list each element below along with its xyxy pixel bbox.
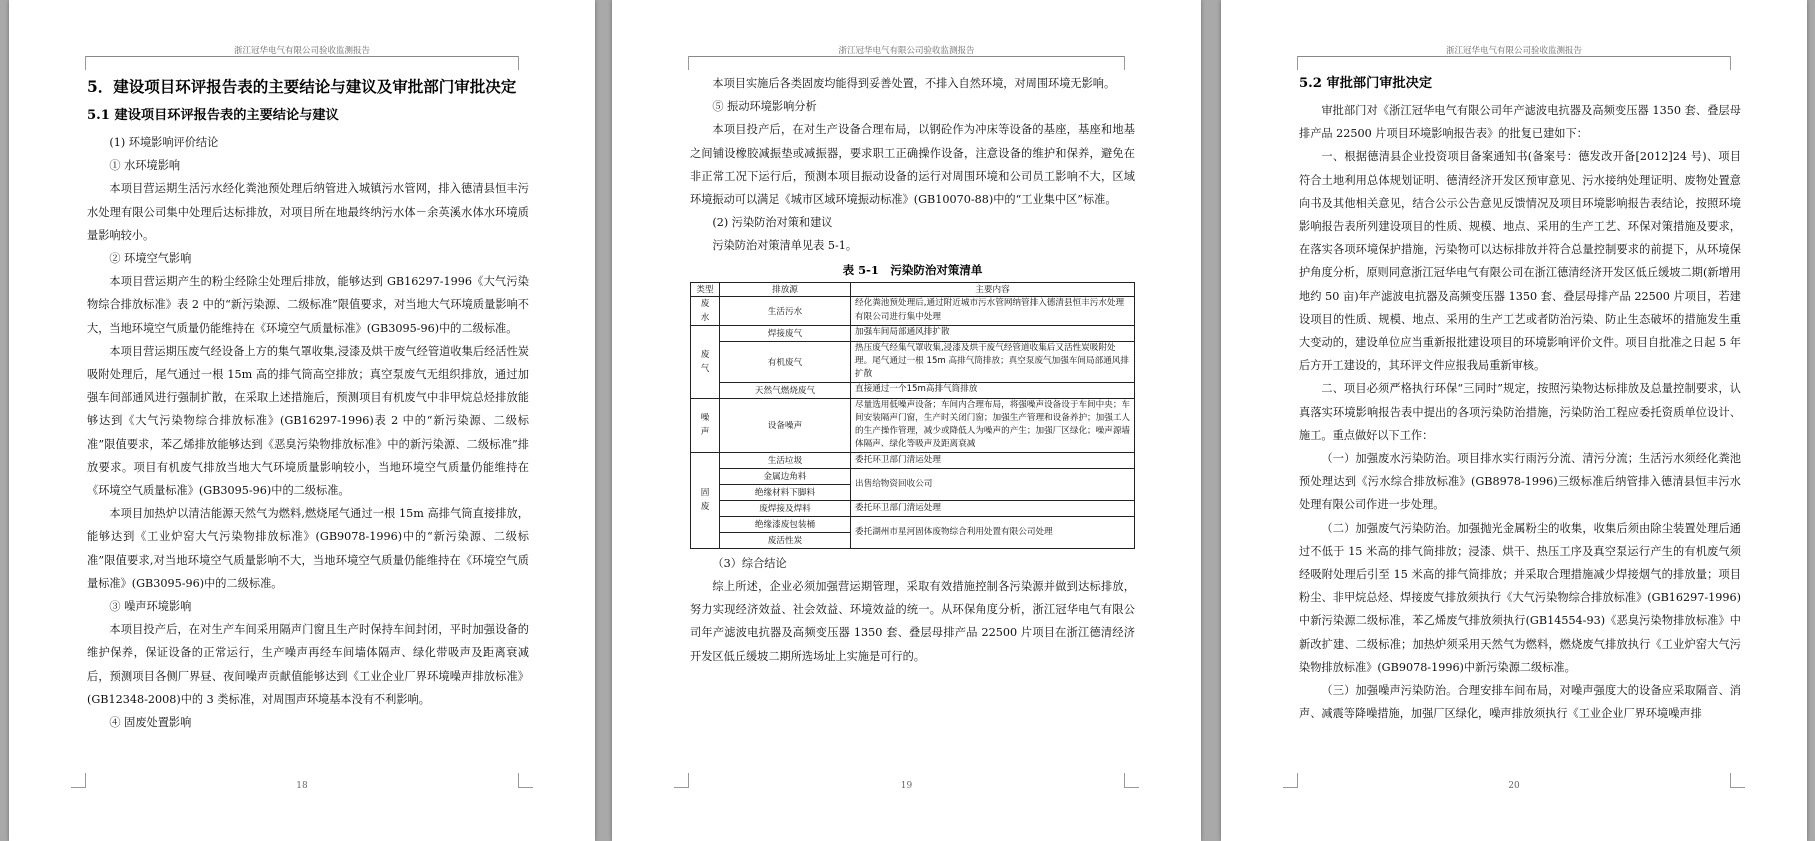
table-row xyxy=(691,296,1135,325)
item-heading: ③ 噪声环境影响 xyxy=(109,600,192,614)
item-heading: (1) 环境影响评价结论 xyxy=(109,136,219,149)
paragraph: 本项目投产后，在对生产车间采用隔声门窗且生产时保持车间封闭，平时加强设备的维护保养，保证设备的正常运行，生产噪声再经车间墙体隔声、绿化带吸声及距离衰减后，预测项目各侧厂界昼、夜间噪声贡献值能够达到《工业企业厂界环境噪声排放标准》(GB12348-2008)中的 3 类标准，对周围声环境基本没有不利影响。 xyxy=(87,623,529,706)
source-cell: 天然气燃烧废气 xyxy=(720,382,851,398)
section-heading: 5．建设项目环评报告表的主要结论与建议及审批部门审批决定 xyxy=(87,77,517,96)
crop-mark xyxy=(518,56,533,70)
measure-cell: 委托湖州市星河固体废物综合利用处置有限公司处理 xyxy=(851,516,1135,548)
header-source: 排放源 xyxy=(720,282,851,296)
item-heading: (2) 污染防治对策和建议 xyxy=(712,216,833,230)
item-heading: （3）综合结论 xyxy=(712,556,787,570)
table-row xyxy=(691,500,1135,516)
measure-cell: 热压废气经集气罩收集,浸漆及烘干废气经管道收集后又活性炭吸附处理。尾气通过一根 15m 高排气筒排放；真空泵废气加强车间局部通风排扩散 xyxy=(851,341,1135,382)
subsection-heading: 5.1 建设项目环评报告表的主要结论与建议 xyxy=(87,108,339,123)
text-before-table xyxy=(690,72,1135,258)
measure-cell: 直接通过一个15m高排气筒排放 xyxy=(851,382,1135,398)
paragraph: 本项目营运期产生的粉尘经除尘处理后排放，能够达到 GB16297-1996《大气污染物综合排放标准》表 2 中的“新污染源、二级标准”限值要求，对当地大气环境质量影响不大，当地环境空气质量仍能维持在《环境空气质量标准》(GB3095-96)中的二级标准。 xyxy=(87,275,529,335)
source-cell: 焊接废气 xyxy=(720,325,851,341)
table-row xyxy=(691,325,1135,341)
source-cell: 有机废气 xyxy=(720,341,851,382)
table-row xyxy=(691,398,1135,452)
crop-mark xyxy=(674,56,689,70)
header-rule xyxy=(1297,56,1731,57)
table-row xyxy=(691,468,1135,484)
paragraph: 本项目营运期生活污水经化粪池预处理后纳管进入城镇污水管网，排入德清县恒丰污水处理有限公司集中处理后达标排放，对项目所在地最终纳污水体－余英溪水体水环境质量影响较小。 xyxy=(87,182,529,242)
page-header: 浙江冠华电气有限公司验收监测报告 xyxy=(233,46,370,56)
page-number: 19 xyxy=(900,781,913,791)
pollution-control-table xyxy=(690,282,1135,549)
page-number: 18 xyxy=(296,781,308,791)
paragraph: （二）加强废气污染防治。加强抛光金属粉尘的收集，收集后须由除尘装置处理后通过不低于 15 米高的排气筒排放；浸漆、烘干、热压工序及真空泵运行产生的有机废气须经吸附处理后引至 15 米高的排气筒排放；并采取合理措施减少焊接烟气的排放量；项目粉尘、非甲烷总烃、焊接废气排放须执行《大气污染物综合排放标准》(GB16297-1996)中新污染源二级标准，苯乙烯废气排放须执行(GB14554-93)《恶臭污染物排放标准》中新改扩建、二级标准；加热炉须采用天然气为燃料，燃烧废气排放执行《工业炉窑大气污染物排放标准》(GB9078-1996)中新污染源二级标准。 xyxy=(1299,521,1741,674)
page-body xyxy=(690,72,1135,668)
item-heading: ④ 固废处置影响 xyxy=(109,716,192,730)
document-page xyxy=(9,0,595,841)
subsection-heading: 5.2 审批部门审批决定 xyxy=(1299,76,1433,91)
table-title: 表 5-1 污染防治对策清单 xyxy=(842,262,983,277)
table-row xyxy=(691,452,1135,468)
source-cell: 绝缘漆废包装桶 xyxy=(720,516,851,532)
crop-mark xyxy=(1124,56,1139,70)
document-page xyxy=(1221,0,1807,841)
paragraph: （三）加强噪声污染防治。合理安排车间布局，对噪声强度大的设备应采取隔音、消声、减震等降噪措施，加强厂区绿化，噪声排放须执行《工业企业厂界环境噪声排 xyxy=(1299,684,1741,721)
paragraph: （一）加强废水污染防治。项目排水实行雨污分流、清污分流；生活污水须经化粪池预处理达到《污水综合排放标准》(GB8978-1996)三级标准后纳管排入德清县恒丰污水处理有限公司作进一步处理。 xyxy=(1299,452,1741,512)
table-row xyxy=(691,341,1135,382)
category-cell: 废 气 xyxy=(691,325,720,398)
paragraph: 本项目营运期压废气经设备上方的集气罩收集,浸漆及烘干废气经管道收集后经活性炭吸附处理后，尾气通过一根 15m 高的排气筒高空排放；真空泵废气无组织排放，通过加强车间部通风进行强制扩散，在采取上述措施后，预测项目有机废气中非甲烷总烃排放能够达到《大气污染物综合排放标准》(GB16297-1996)表 2 中的“新污染源、二级标准”限值要求，苯乙烯排放能够达到《恶臭污染物排放标准》中的新污染源、二级标准”排放要求。项目有机废气排放当地大气环境质量影响较小，当地环境空气质量仍能维持在《环境空气质量标准》(GB3095-96)中的二级标准。 xyxy=(87,344,529,498)
header-rule xyxy=(688,56,1125,57)
measure-cell: 经化粪池预处理后,通过附近城市污水管网纳管排入德清县恒丰污水处理有限公司进行集中处理 xyxy=(851,296,1135,325)
source-cell: 设备噪声 xyxy=(720,398,851,452)
measure-cell: 委托环卫部门清运处理 xyxy=(851,500,1135,516)
header-rule xyxy=(85,56,519,57)
category-cell: 噪 声 xyxy=(691,398,720,452)
document-page xyxy=(612,0,1201,841)
source-cell: 金属边角料 xyxy=(720,468,851,484)
item-heading: ⑤ 振动环境影响分析 xyxy=(712,100,817,114)
source-cell: 废活性炭 xyxy=(720,532,851,548)
page-header: 浙江冠华电气有限公司验收监测报告 xyxy=(1445,46,1582,56)
table-header-row xyxy=(691,282,1135,296)
crop-mark xyxy=(1283,56,1298,70)
header-content: 主要内容 xyxy=(851,282,1135,296)
paragraph: 本项目实施后各类固废均能得到妥善处置，不排入自然环境，对周围环境无影响。 xyxy=(712,77,1116,90)
paragraph: 一、根据德清县企业投资项目备案通知书(备案号：德发改开备[2012]24 号)、项目符合土地利用总体规划证明、德清经济开发区预审意见、污水接纳处理证明、废物处置意向书及其他相关意见，结合公示公告意见反馈情况及项目环境影响报告表结论，按照环境影响报告表所列建设项目的性质、规模、地点、采用的生产工艺、环保对策措施及要求，在落实各项环境保护措施，污染物可以达标排放并符合总量控制要求的前提下，从环境保护角度分析，原则同意浙江冠华电气有限公司在浙江德清经济开发区低丘缓坡二期(新增用地约 50 亩)年产滤波电抗器及高频变压器 1350 套、叠层母排产品 22500 片项目，若建设项目的性质、规模、地点、采用的生产工艺或者防治污染、防止生态破坏的措施发生重大变动的，建设单位应当重新报批建设项目的环境影响评价文件。项目自批准之日起 5 年后方开工建设的，其环评文件应报我局重新审核。 xyxy=(1299,150,1741,373)
source-cell: 废焊接及焊料 xyxy=(720,500,851,516)
measure-cell: 委托环卫部门清运处理 xyxy=(851,452,1135,468)
crop-mark xyxy=(1730,56,1745,70)
source-cell: 生活垃圾 xyxy=(720,452,851,468)
paragraph: 综上所述，企业必须加强营运期管理，采取有效措施控制各污染源并做到达标排放，努力实现经济效益、社会效益、环境效益的统一。从环保角度分析，浙江冠华电气有限公司年产滤波电抗器及高频变压器 1350 套、叠层母排产品 22500 片项目在浙江德清经济开发区低丘缓坡二期所选场址上实施是可行的。 xyxy=(690,579,1135,663)
item-heading: ② 环境空气影响 xyxy=(109,252,192,266)
header-type: 类型 xyxy=(691,282,720,296)
crop-mark xyxy=(71,56,86,70)
paragraph: 本项目投产后，在对生产设备合理布局，以钢砼作为冲床等设备的基座，基座和地基之间铺设橡胶减振垫或减振器，要求职工正确操作设备，注意设备的维护和保养，避免在非正常工况下运行后，预测本项目振动设备的运行对周围环境和公司员工影响不大，区域环境振动可以满足《城市区域环境振动标准》(GB10070-88)中的“工业集中区”标准。 xyxy=(690,123,1135,207)
page-number: 20 xyxy=(1508,781,1520,791)
measure-cell: 出售给物资回收公司 xyxy=(851,468,1135,500)
measure-cell: 加强车间局部通风排扩散 xyxy=(851,325,1135,341)
source-cell: 生活污水 xyxy=(720,296,851,325)
source-cell: 绝缘材料下脚料 xyxy=(720,484,851,500)
paragraph: 二、项目必须严格执行环保“三同时”规定，按照污染物达标排放及总量控制要求，认真落实环境影响报告表中提出的各项污染防治措施，污染防治工程应委托资质单位设计、施工。重点做好以下工作： xyxy=(1299,382,1741,442)
page-body xyxy=(87,72,529,734)
page-header: 浙江冠华电气有限公司验收监测报告 xyxy=(838,46,975,56)
table-row xyxy=(691,516,1135,532)
table-row xyxy=(691,382,1135,398)
paragraph: 审批部门对《浙江冠华电气有限公司年产滤波电抗器及高频变压器 1350 套、叠层母排产品 22500 片项目环境影响报告表》的批复已建如下： xyxy=(1299,104,1741,141)
item-heading: ① 水环境影响 xyxy=(109,159,181,173)
measure-cell: 尽量选用低噪声设备；车间内合理布局，将强噪声设备设于车间中央；车间安装隔声门窗，生产时关闭门窗；加强生产管理和设备养护；加强工人的生产操作管理，减少或降低人为噪声的产生；加强厂区绿化；噪声源墙体隔声、绿化等吸声及距离衰减 xyxy=(851,398,1135,452)
category-cell: 废 水 xyxy=(691,296,720,325)
category-cell: 固 废 xyxy=(691,452,720,548)
paragraph: 本项目加热炉以清洁能源天然气为燃料,燃烧尾气通过一根 15m 高排气筒直接排放，能够达到《工业炉窑大气污染物排放标准》(GB9078-1996)中的“新污染源、二级标准”限值要求,对当地环境空气质量影响不大，当地环境空气质量仍能维持在《环境空气质量标准》(GB3095-96)中的二级标准。 xyxy=(87,507,529,590)
item-heading: 污染防治对策清单见表 5-1。 xyxy=(712,239,858,253)
text-after-table xyxy=(690,552,1135,668)
page-body xyxy=(1299,72,1741,725)
